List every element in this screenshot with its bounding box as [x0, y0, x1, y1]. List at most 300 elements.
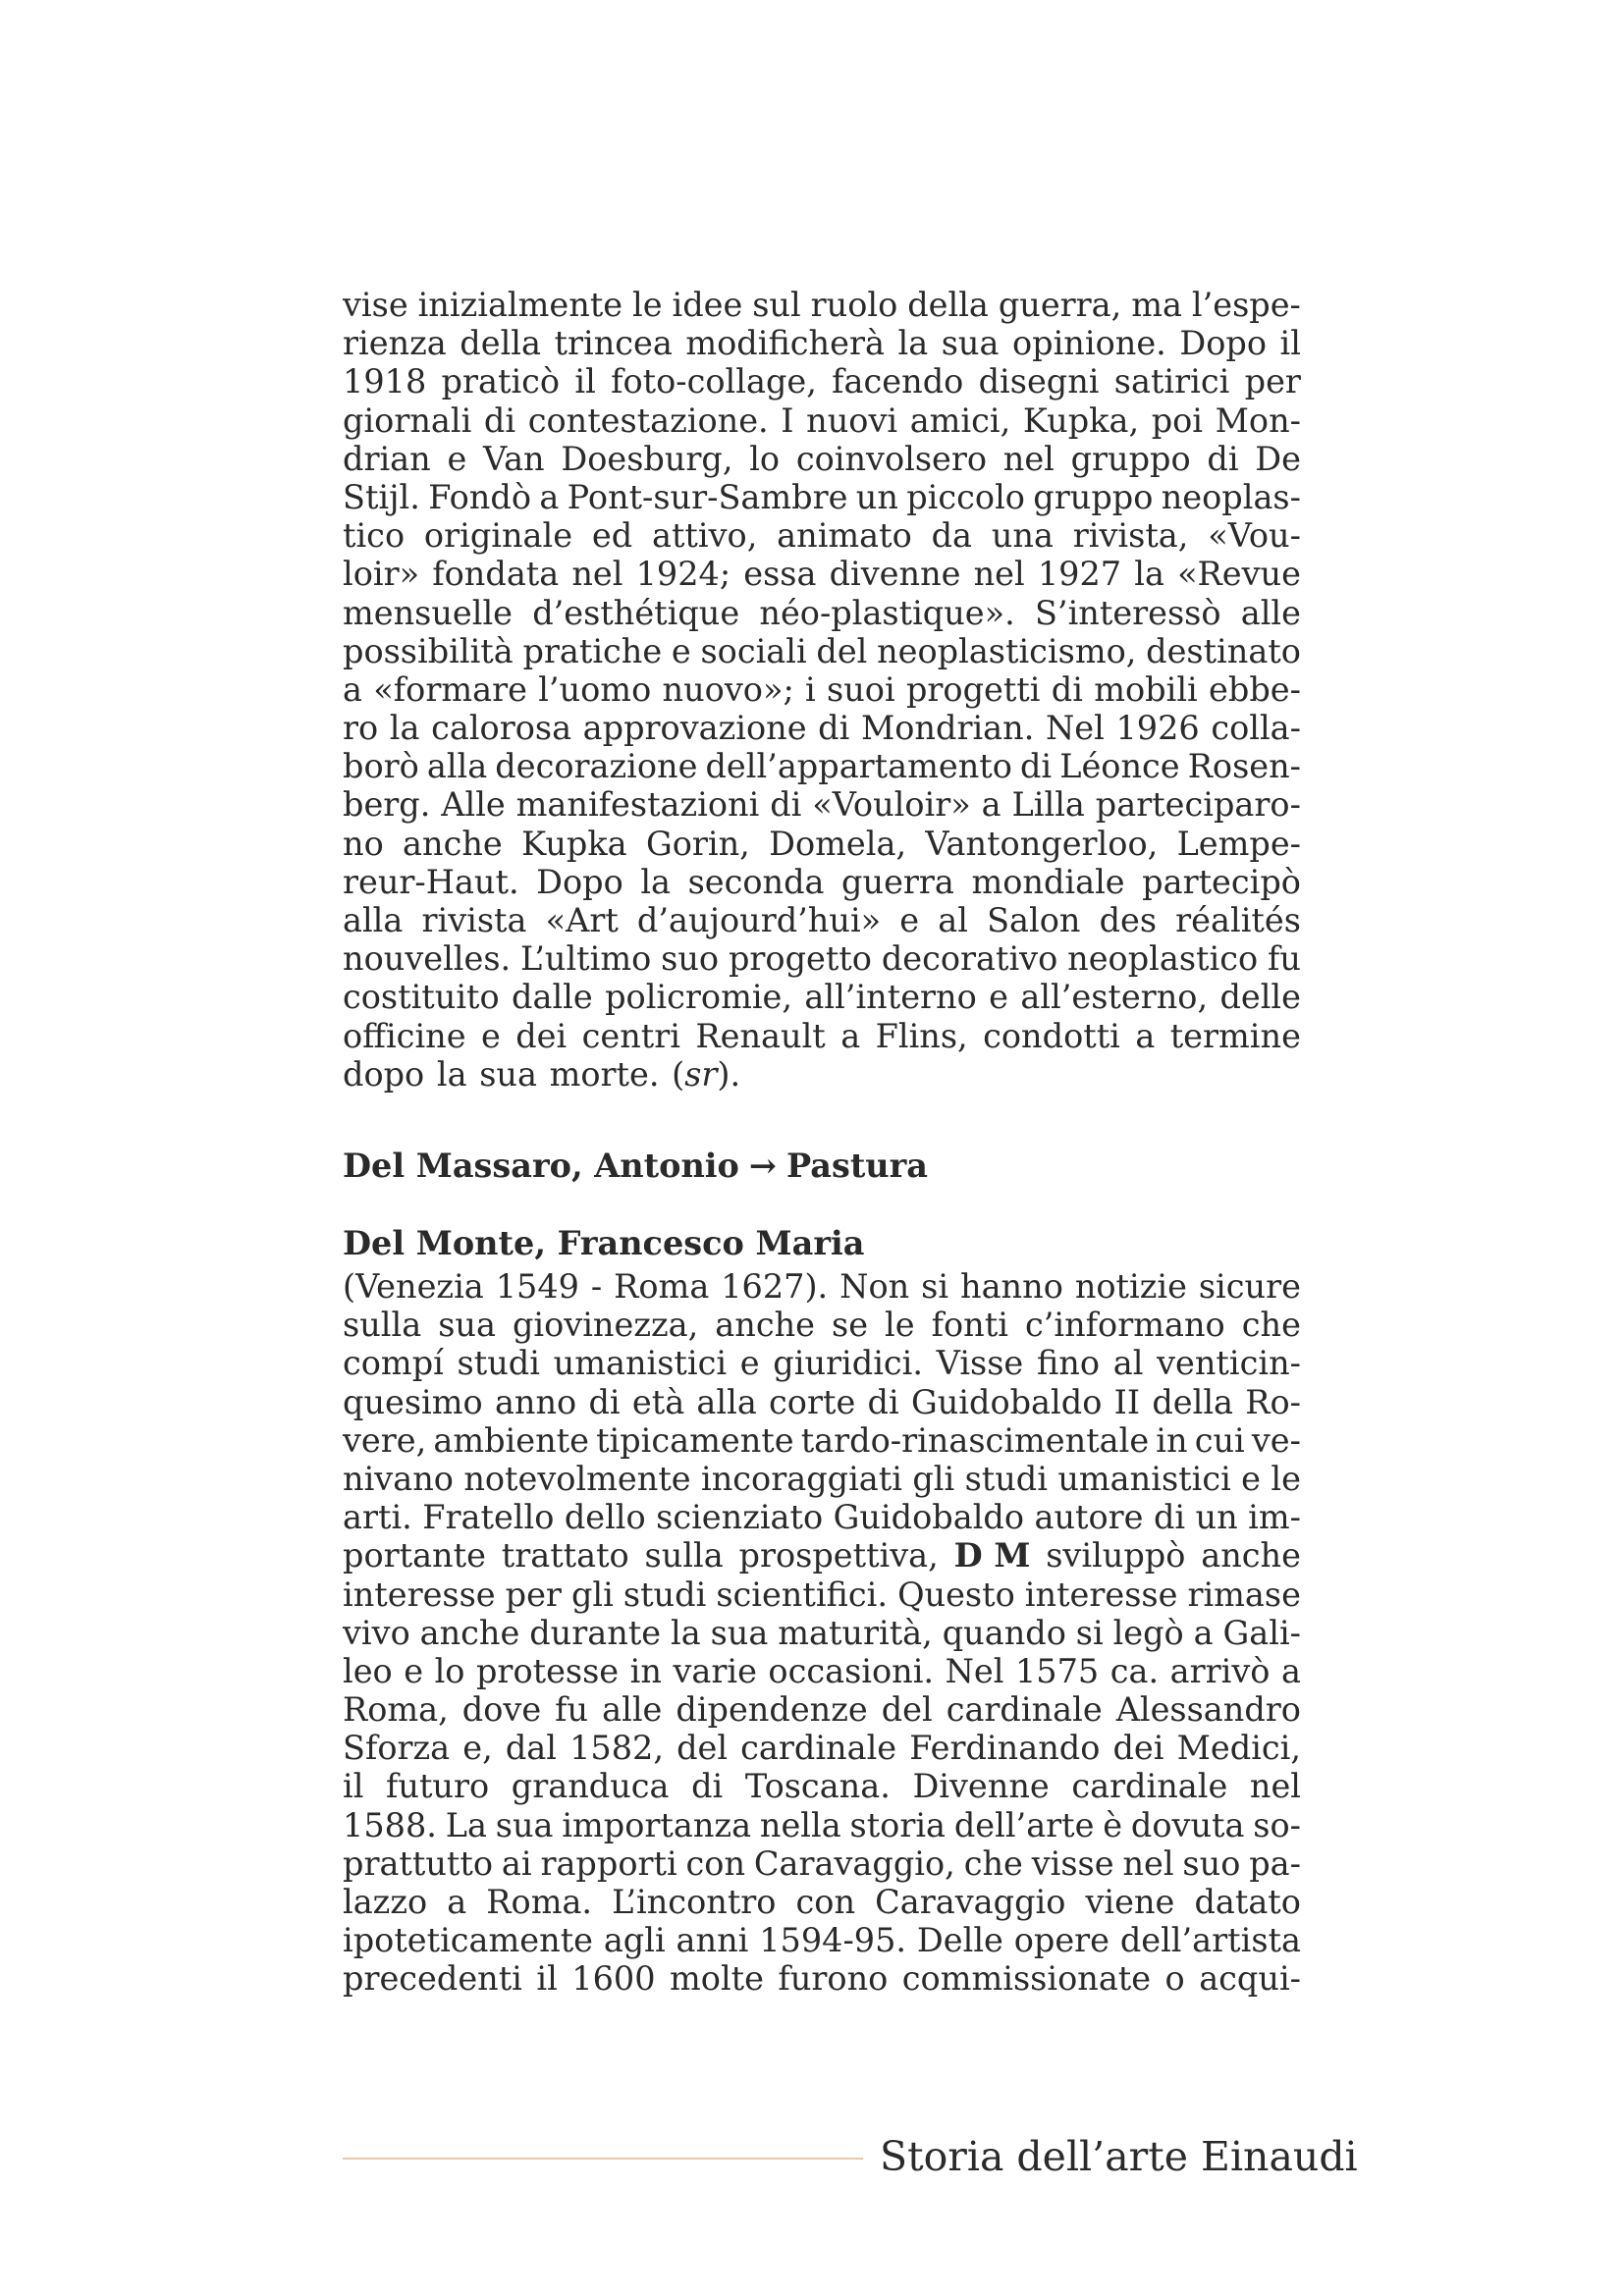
word: neoplasticismo, [877, 631, 1137, 670]
word: prospettiva, [738, 1536, 939, 1575]
word: anche [419, 1613, 520, 1652]
word: viene [1085, 1883, 1175, 1921]
paragraph-line [343, 1055, 1301, 1094]
word: prattutto [343, 1843, 494, 1883]
word: Gali- [1222, 1613, 1301, 1652]
word: di [770, 785, 802, 825]
word: ro [343, 709, 379, 748]
word: è [1103, 1805, 1123, 1844]
word: berg. [343, 785, 431, 825]
word: Caravaggio, [753, 1843, 955, 1883]
word: Flins, [875, 1016, 968, 1055]
word: corte [769, 1382, 856, 1421]
paragraph-line [343, 324, 1301, 362]
word: anche [1201, 1536, 1301, 1575]
word: varie [673, 1651, 757, 1690]
word: quesimo [343, 1382, 483, 1421]
word: Questo [897, 1575, 1015, 1614]
word: 1588. [343, 1805, 437, 1844]
word: modificherà [685, 324, 885, 363]
see-arrow-icon: → [748, 1147, 777, 1185]
word: gruppo [1033, 477, 1154, 516]
word: drian [343, 439, 431, 478]
word: con [795, 1883, 856, 1921]
word: quando [942, 1613, 1066, 1652]
word: tardo-rinascimentale [800, 1420, 1150, 1460]
word: con [685, 1843, 746, 1883]
word: Guidobaldo [833, 1498, 1025, 1537]
paragraph-line [343, 670, 1301, 709]
word: sulla [644, 1536, 724, 1575]
line-text: dopo la sua morte. ( [343, 1055, 685, 1094]
word: opinione. [1011, 324, 1166, 363]
word: nivano [343, 1459, 454, 1498]
word: nel [1002, 439, 1055, 478]
word: néo-plastique». [759, 593, 1015, 632]
paragraph-line [343, 632, 1301, 670]
word: si [1075, 1613, 1104, 1652]
cross-reference-target: Pastura [785, 1147, 929, 1185]
word: Alessandro [1115, 1690, 1301, 1730]
word: La [445, 1805, 487, 1844]
word: partecipò [1142, 862, 1301, 901]
word: la [640, 862, 672, 901]
word: inizialmente [417, 286, 623, 324]
word: cui [1194, 1420, 1245, 1460]
word: dipendenze [676, 1690, 868, 1730]
word: l’espe- [1191, 286, 1301, 324]
word: nella [759, 1805, 841, 1844]
paragraph-line [343, 440, 1301, 478]
word: scienziato [656, 1498, 824, 1537]
word: 1600 [571, 1959, 656, 1999]
word: e [447, 439, 467, 478]
paragraph-line [343, 901, 1301, 939]
word: Toscana. [744, 1767, 891, 1806]
entry-name: Del Monte, Francesco Maria [343, 1224, 865, 1262]
word: gruppo [1070, 439, 1191, 478]
word: del [816, 631, 868, 670]
word: un [855, 477, 898, 516]
word: ca. [1109, 1651, 1160, 1690]
word: fonti [931, 1306, 1008, 1345]
word: Divenne [912, 1767, 1050, 1806]
word: di [691, 1767, 724, 1806]
word: dell’arte [953, 1805, 1095, 1844]
word: Nel [1045, 709, 1105, 748]
word: reur-Haut. [343, 862, 519, 901]
word: al [938, 901, 968, 939]
word: c’informano [1024, 1306, 1225, 1345]
word: mobili [1094, 669, 1198, 709]
paragraph-line [343, 1690, 1301, 1729]
word: commissionate [901, 1959, 1152, 1999]
word: dello [564, 1498, 646, 1537]
word: in [629, 1651, 662, 1690]
word: coinvolsero [795, 439, 988, 478]
word: praticò [441, 362, 561, 401]
word: un [1195, 1498, 1238, 1537]
paragraph-line [343, 785, 1301, 824]
word: e [404, 1651, 424, 1690]
word: a [1135, 1016, 1156, 1055]
word: di [867, 1382, 899, 1421]
entry-continuation-paragraph [343, 286, 1301, 1055]
word: possibilità [343, 631, 514, 670]
word: nouvelles. [343, 939, 512, 979]
word: trincea [554, 324, 673, 363]
entry-heading [343, 1224, 864, 1263]
word: idee [672, 286, 743, 324]
word: sociali [700, 631, 807, 670]
word: arrivò [1169, 1651, 1271, 1690]
word: arti. [343, 1498, 412, 1537]
word: si [921, 1267, 949, 1306]
word: dove [461, 1690, 542, 1730]
word: e [899, 901, 920, 939]
word: sviluppò [1046, 1536, 1186, 1575]
word: im- [1248, 1498, 1301, 1537]
word: anche [403, 824, 503, 863]
word: la [671, 1613, 701, 1652]
word: tipicamente [596, 1420, 794, 1460]
word: notevolmente [463, 1459, 691, 1498]
word: poi [1151, 400, 1204, 440]
word: 1924; [635, 555, 731, 594]
word: che [963, 1843, 1023, 1883]
word: interesse [343, 1575, 496, 1614]
word: anche [715, 1306, 815, 1345]
word: L’ultimo [520, 939, 652, 979]
word: la [389, 709, 420, 748]
word: 1627). [721, 1267, 829, 1306]
word: Rosen- [1187, 747, 1301, 786]
word: Stijl. [343, 477, 420, 516]
paragraph-line [343, 1575, 1301, 1614]
word: ambiente [433, 1420, 589, 1460]
word: (Venezia [343, 1267, 484, 1306]
word: legò [1112, 1613, 1184, 1652]
paragraph-line [343, 1844, 1301, 1883]
word: dovuta [1130, 1805, 1245, 1844]
word: compí [343, 1344, 444, 1383]
author-initials: sr [684, 1055, 718, 1094]
word: rapporti [540, 1843, 677, 1883]
word: di [1051, 669, 1083, 709]
paragraph-line [343, 1614, 1301, 1652]
word: Renault [695, 1016, 826, 1055]
word: occasioni. [768, 1651, 935, 1690]
word: o [1164, 1959, 1185, 1999]
word: lo [434, 1651, 465, 1690]
paragraph-line [343, 286, 1301, 324]
paragraph-line [343, 1959, 1301, 1998]
word: sua [941, 324, 1000, 363]
word: le [632, 286, 663, 324]
word: leo [343, 1651, 393, 1690]
word: per [505, 1575, 562, 1614]
word: venticin- [1157, 1344, 1301, 1383]
word: sua [438, 1306, 496, 1345]
word: Fondò [428, 477, 531, 516]
word: giovinezza, [512, 1306, 699, 1345]
word: dei [515, 1016, 568, 1055]
word: mondiale [971, 862, 1125, 901]
word: Doesburg, [561, 439, 733, 478]
word: trattato [501, 1536, 629, 1575]
word: guerra, [998, 286, 1122, 324]
word: che [1241, 1306, 1301, 1345]
word: Caravaggio [875, 1883, 1066, 1921]
word: durante [529, 1613, 662, 1652]
word: futuro [386, 1767, 490, 1806]
word: importanza [562, 1805, 752, 1844]
word: agli [603, 1921, 666, 1960]
word: Non [839, 1267, 910, 1306]
word: interesse [1024, 1575, 1178, 1614]
paragraph-line [343, 1806, 1301, 1844]
word: umanistici [553, 1344, 728, 1383]
word: precedenti [343, 1959, 522, 1999]
word: in [1156, 1420, 1188, 1460]
word: Salon [987, 901, 1081, 939]
paragraph-line [343, 516, 1301, 555]
word: il [343, 1767, 364, 1806]
word: pratiche [522, 631, 663, 670]
word: nel [973, 555, 1025, 594]
word: nel [1249, 1767, 1301, 1806]
paragraph-line [343, 1306, 1301, 1344]
word: di [818, 709, 850, 748]
footer-publication-title: Storia dell’arte Einaudi [880, 2133, 1358, 2180]
paragraph-line [343, 594, 1301, 632]
word: portante [343, 1536, 486, 1575]
word: della [460, 324, 541, 363]
word: le [1271, 1459, 1301, 1498]
paragraph-line [343, 1460, 1301, 1498]
word: sua [495, 1805, 554, 1844]
word: storia [849, 1805, 947, 1844]
word: a [1193, 1613, 1214, 1652]
word: al [1112, 1344, 1144, 1383]
entry-name: Del Massaro, Antonio [343, 1147, 739, 1185]
word: De [1255, 439, 1301, 478]
word: progetti [905, 669, 1041, 709]
word: studi [457, 1344, 540, 1383]
word: giornali [343, 400, 472, 440]
word: cardinale [740, 1729, 897, 1768]
word: cardinale [946, 1690, 1103, 1730]
word: a [981, 785, 1001, 825]
word: Mon- [1215, 400, 1301, 440]
paragraph-line [343, 1017, 1301, 1055]
word: Van [482, 439, 545, 478]
word: datato [1194, 1883, 1301, 1921]
word: seconda [687, 862, 825, 901]
word: d’esthétique [532, 593, 740, 632]
word: alla [426, 747, 488, 786]
word: ve- [1251, 1420, 1301, 1460]
word: rimase [1187, 1575, 1301, 1614]
word: Lilla [1011, 785, 1085, 825]
word: nuovi [806, 400, 898, 440]
word: fu [555, 1690, 589, 1730]
word: Roma. [486, 1883, 593, 1921]
word: all’esterno, [1020, 978, 1209, 1017]
word: costituito [343, 978, 500, 1017]
word: molte [670, 1959, 764, 1999]
word: Visse [936, 1344, 1024, 1383]
word: S’interessò [1034, 593, 1221, 632]
word: sul [752, 286, 801, 324]
word: guerra [841, 862, 954, 901]
paragraph-line [343, 1767, 1301, 1805]
word: di [1207, 439, 1239, 478]
word: Gorin, [645, 824, 750, 863]
word: fino [1036, 1344, 1101, 1383]
word: protesse [475, 1651, 620, 1690]
paragraph-line [343, 978, 1301, 1016]
entry-body-paragraph [343, 1267, 1301, 1999]
word: di [1153, 1498, 1186, 1537]
word: facendo [832, 362, 964, 401]
word: studi [622, 1575, 707, 1614]
word: a [840, 1016, 861, 1055]
word: pa- [1249, 1843, 1301, 1883]
word: rienza [343, 324, 447, 363]
word: la [897, 324, 929, 363]
bold-abbreviation: D M [953, 1536, 1031, 1575]
word: 1594-95. [759, 1921, 907, 1960]
word: «Vou- [1208, 516, 1301, 556]
word: L’incontro [612, 1883, 777, 1921]
word: alle [602, 1690, 663, 1730]
word: Ro- [1245, 1382, 1301, 1421]
word: destinato [1146, 631, 1301, 670]
word: progetto [728, 939, 872, 979]
word: 1575 [1014, 1651, 1100, 1690]
word: «formare [373, 669, 527, 709]
word: incoraggiati [700, 1459, 902, 1498]
word: delle [1219, 978, 1301, 1017]
word: réalités [1175, 901, 1301, 939]
paragraph-line [343, 478, 1301, 516]
word: neoplastico [1067, 939, 1259, 979]
word: suo [1182, 1843, 1241, 1883]
word: «Art [545, 901, 619, 939]
word: a [539, 477, 560, 516]
paragraph-line [343, 1536, 1301, 1575]
word: sulla [343, 1306, 422, 1345]
word: ma [1131, 286, 1182, 324]
word: autore [1034, 1498, 1144, 1537]
word: - [590, 1267, 603, 1306]
word: Sforza [343, 1729, 451, 1768]
word: nuovo»; [662, 669, 794, 709]
paragraph-line [343, 709, 1301, 747]
word: calorosa [431, 709, 572, 748]
word: suo [661, 939, 720, 979]
word: termine [1169, 1016, 1301, 1055]
word: dal [505, 1729, 557, 1768]
word: Vantongerloo, [925, 824, 1159, 863]
word: «Vouloir» [812, 785, 971, 825]
word: della [1152, 1382, 1234, 1421]
word: essa [743, 555, 817, 594]
word: Ferdinando [909, 1729, 1101, 1768]
word: originale [423, 516, 573, 556]
word: e [739, 1344, 760, 1383]
word: umanistici [1057, 1459, 1231, 1498]
word: e [671, 631, 691, 670]
word: Alle [441, 785, 506, 825]
word: rivista [421, 901, 527, 939]
word: hanno [960, 1267, 1063, 1306]
word: a [1281, 1651, 1301, 1690]
word: acqui- [1199, 1959, 1301, 1999]
word: condotti [983, 1016, 1120, 1055]
word: i [805, 669, 816, 709]
word: vere, [343, 1420, 427, 1460]
word: notizie [1074, 1267, 1187, 1306]
word: sicure [1198, 1267, 1301, 1306]
word: ebbe- [1209, 669, 1301, 709]
word: dalle [512, 978, 593, 1017]
paragraph-line [343, 939, 1301, 978]
word: vivo [343, 1613, 410, 1652]
word: Roma [614, 1267, 710, 1306]
paragraph-line [343, 1883, 1301, 1921]
word: contestazione. [527, 400, 769, 440]
word: Dopo [1179, 324, 1268, 363]
word: le [885, 1306, 915, 1345]
word: da [931, 516, 973, 556]
word: divenne [829, 555, 961, 594]
word: furono [778, 1959, 889, 1999]
word: del [676, 1729, 729, 1768]
word: età [631, 1382, 685, 1421]
word: Lempe- [1176, 824, 1301, 863]
word: Medici, [1176, 1729, 1301, 1768]
word: a [447, 1883, 467, 1921]
footer-rule [343, 2158, 863, 2160]
word: foto-collage, [611, 362, 817, 401]
word: Nel [945, 1651, 1004, 1690]
word: centri [581, 1016, 680, 1055]
paragraph-line [343, 1921, 1301, 1959]
word: 1927 [1037, 555, 1122, 594]
word: del [881, 1690, 933, 1730]
word: des [1099, 901, 1158, 939]
word: ipoteticamente [343, 1921, 593, 1960]
word: scientifici. [716, 1575, 889, 1614]
word: della [907, 286, 989, 324]
word: dei [1112, 1729, 1164, 1768]
word: nel [1122, 1843, 1174, 1883]
word: satirici [1113, 362, 1230, 401]
word: il [574, 362, 596, 401]
word: piccolo [906, 477, 1025, 516]
word: alla [696, 1382, 757, 1421]
word: Léonce [1059, 747, 1180, 786]
paragraph-line [343, 1498, 1301, 1536]
word: se [832, 1306, 869, 1345]
word: lazzo [343, 1883, 428, 1921]
word: cardinale [1071, 1767, 1228, 1806]
word: so- [1253, 1805, 1301, 1844]
word: approvazione [582, 709, 807, 748]
word: e [480, 1016, 501, 1055]
